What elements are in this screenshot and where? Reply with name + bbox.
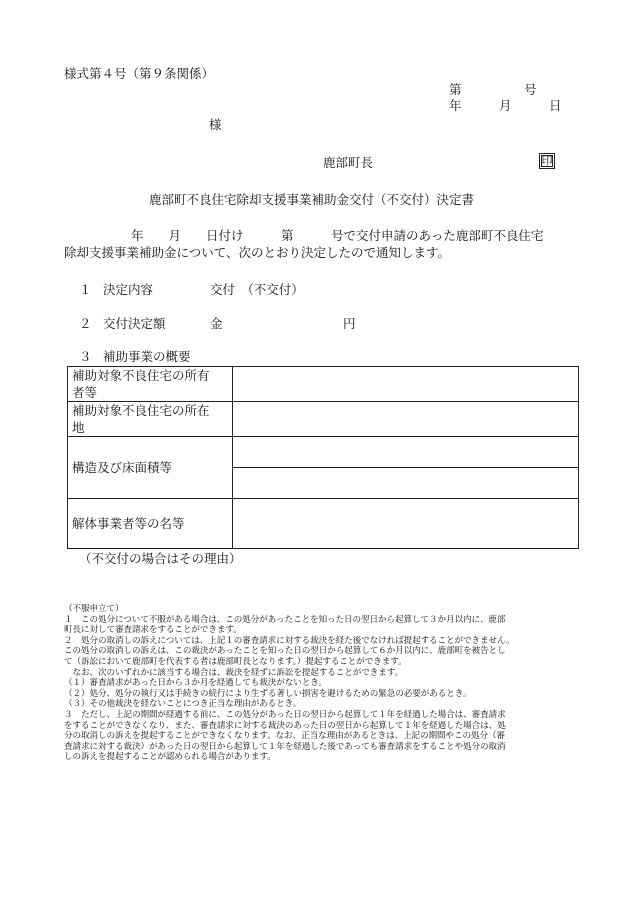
- notes-line: （３）その他裁決を経ないことにつき正当な理由があるとき。: [64, 699, 302, 710]
- notes-line: 分の取消しの訴えを提起することができなくなります。なお、正当な理由があるときは、上記の期間やこの処分（審: [64, 731, 505, 742]
- table-row-label: 補助対象不良住宅の所在 地: [72, 403, 210, 435]
- table-row-label: 解体事業者等の名等: [72, 516, 185, 531]
- item-2-label: 交付決定額: [103, 316, 166, 331]
- notes-line: １ この処分について不服がある場合は、この処分があったことを知った日の翌日から起算して３か月以内に、鹿部: [64, 614, 506, 625]
- notes-line: （不服申立て）: [64, 604, 124, 614]
- table-row-label: 構造及び床面積等: [72, 460, 173, 475]
- notes-line: しの訴えを提起することが認められる場合があります。: [64, 752, 276, 763]
- notes-line: なお、次のいずれかに該当する場合は、裁決を経ずに訴訟を提起することができます。: [64, 667, 404, 678]
- notes-line: （２）処分、処分の執行又は手続きの続行により生ずる著しい損害を避けるための緊急の必要があるとき。: [64, 688, 472, 699]
- notes-line: この処分の取消しの訴えは、この裁決があったことを知った日の翌日から起算して６か月以内に、鹿部町を被告とし: [64, 646, 506, 657]
- item-1-value: 交付 （不交付）: [210, 282, 304, 297]
- addressee-suffix: 様: [209, 117, 222, 132]
- document-title: 鹿部町不良住宅除却支援事業補助金交付（不交付）決定書: [149, 192, 475, 207]
- item-2-value: 金: [210, 316, 223, 331]
- intro-line-2: 除却支援事業補助金について、次のとおり決定したので通知します。: [64, 245, 451, 260]
- seal-icon: 印: [539, 153, 555, 169]
- item-2-number: ２: [79, 316, 92, 331]
- item-3-number: ３: [79, 349, 92, 364]
- item-1-label: 決定内容: [103, 282, 154, 297]
- notes-line: 査請求に対する裁決）があった日の翌日から起算して１年を経過した後であっても審査請求をすることや処分の取消: [64, 741, 506, 752]
- notes-line: 町長に対して審査請求をすることができます。: [64, 625, 242, 636]
- notes-line: ２ 処分の取消しの訴えについては、上記１の審査請求に対する裁決を経た後でなければ提起することができません。: [64, 635, 515, 646]
- no-grant-reason-label: （不交付の場合はその理由）: [79, 551, 242, 566]
- intro-line-1: 年 月 日付け 第 号で交付申請のあった鹿部町不良住宅: [131, 228, 544, 243]
- notes-line: をすることができなくなり、また、審査請求に対する裁決のあった日の翌日から起算して１年を経過した場合は、処: [64, 720, 506, 731]
- item-3-label: 補助事業の概要: [103, 349, 191, 364]
- item-1-number: １: [79, 282, 92, 297]
- appeal-notes: [64, 604, 594, 763]
- reference-number: 第 号: [449, 82, 537, 97]
- issue-date: 年 月 日: [449, 98, 562, 113]
- notes-line: （１）審査請求があった日から３か月を経過しても裁決がないとき。: [64, 678, 327, 689]
- table-row-label: 補助対象不良住宅の所有 者等: [72, 368, 210, 400]
- notes-line: ３ ただし、上記の期間が経過する前に、この処分があった日の翌日から起算して１年を経過した場合は、審査請求: [64, 709, 506, 720]
- notes-line: て（訴訟において鹿部町を代表する者は鹿部町長となります。）提起することができます。: [64, 656, 407, 667]
- item-2-unit: 円: [343, 316, 356, 331]
- issuer-name: 鹿部町長: [323, 155, 374, 170]
- form-number: 様式第４号（第９条関係）: [64, 66, 215, 81]
